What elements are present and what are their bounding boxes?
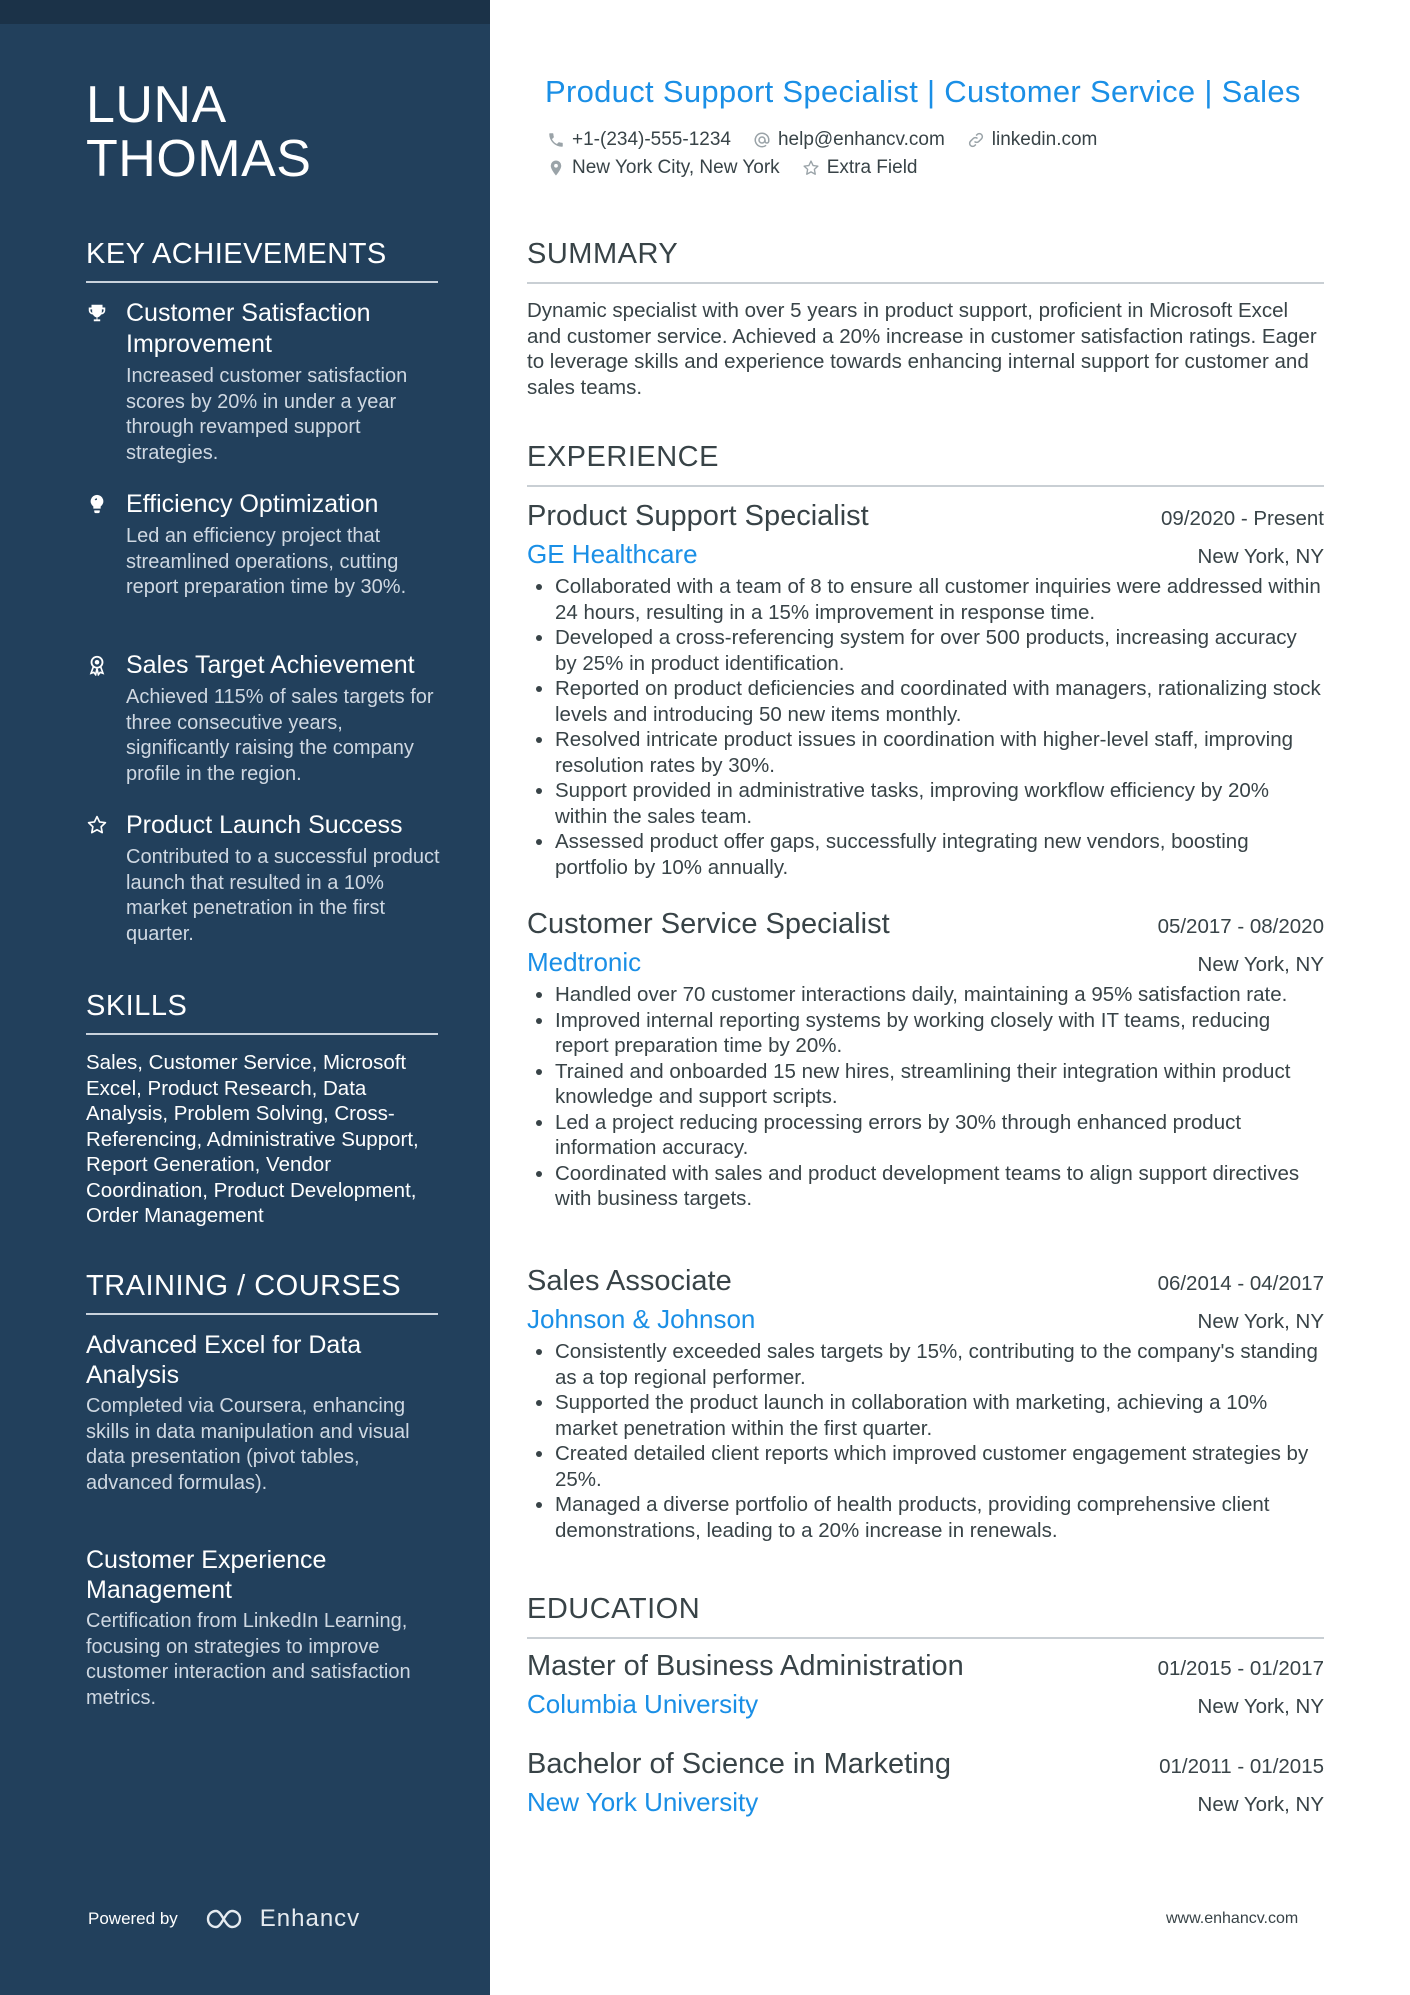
enhancv-logo[interactable] bbox=[204, 1905, 360, 1933]
job-company: Medtronic bbox=[527, 947, 642, 977]
location-contact bbox=[547, 157, 780, 179]
job-location: New York, NY bbox=[1197, 953, 1324, 976]
bullet-item: • Coordinated with sales and product development teams to align support directives with business targets. bbox=[555, 1161, 1324, 1212]
star-icon bbox=[86, 810, 126, 841]
extra-field bbox=[802, 157, 918, 179]
course-desc: Completed via Coursera, enhancing skills in data manipulation and visual data presentation (pivot tables, advanced formulas). bbox=[86, 1395, 410, 1494]
headline: Product Support Specialist | Customer Service | Sales bbox=[545, 74, 1301, 109]
education-dates: 01/2011 - 01/2015 bbox=[1159, 1755, 1324, 1778]
experience-heading: EXPERIENCE bbox=[527, 441, 1324, 487]
bullet-item: • Improved internal reporting systems by working closely with IT teams, reducing report preparation time by 20%. bbox=[555, 1008, 1324, 1059]
award-icon bbox=[86, 650, 126, 681]
phone-contact[interactable] bbox=[547, 129, 731, 151]
footer-url[interactable]: www.enhancv.com bbox=[1166, 1910, 1299, 1927]
bullet-item: • Handled over 70 customer interactions daily, maintaining a 95% satisfaction rate. bbox=[555, 982, 1324, 1008]
contact-row-2 bbox=[547, 157, 940, 179]
enhancv-logo-icon bbox=[204, 1906, 252, 1932]
job-role: Customer Service Specialist bbox=[527, 908, 890, 940]
phone-icon bbox=[547, 131, 565, 149]
job-company: Johnson & Johnson bbox=[527, 1304, 756, 1334]
sidebar bbox=[0, 0, 490, 1995]
degree-title: Bachelor of Science in Marketing bbox=[527, 1748, 951, 1780]
first-name: LUNA bbox=[86, 76, 227, 134]
achievement-title: Product Launch Success bbox=[126, 811, 403, 839]
bullet-item: • Reported on product deficiencies and coordinated with managers, rationalizing stock levels and introducing 50 new items monthly. bbox=[555, 676, 1324, 727]
job-dates: 06/2014 - 04/2017 bbox=[1157, 1272, 1324, 1295]
location-text: New York City, New York bbox=[572, 157, 780, 178]
email-text: help@enhancv.com bbox=[777, 129, 945, 150]
course-title: Customer Experience Management bbox=[86, 1546, 327, 1604]
bullet-item: • Created detailed client reports which improved customer engagement strategies by 25%. bbox=[555, 1441, 1324, 1492]
job-bullets bbox=[527, 1339, 1324, 1543]
education-entry bbox=[527, 1650, 1324, 1720]
school-location: New York, NY bbox=[1197, 1793, 1324, 1816]
summary-text: Dynamic specialist with over 5 years in product support, proficient in Microsoft Excel and customer service. Achieved a 20% increase in customer satisfaction ratings. Eager to leverage skills and experience towards enhancing internal support for customer and sales teams. bbox=[527, 299, 1317, 399]
achievement-item bbox=[86, 650, 446, 787]
job-bullets bbox=[527, 574, 1324, 880]
achievement-title: Customer Satisfaction Improvement bbox=[126, 299, 371, 358]
job-bullets bbox=[527, 982, 1324, 1212]
achievement-desc: Increased customer satisfaction scores by 20% in under a year through revamped support strategies. bbox=[126, 365, 408, 464]
education-entry bbox=[527, 1748, 1324, 1818]
job-dates: 05/2017 - 08/2020 bbox=[1157, 915, 1324, 938]
link-icon bbox=[967, 131, 985, 149]
achievement-desc: Led an efficiency project that streamlined operations, cutting report preparation time by 30%. bbox=[126, 525, 407, 598]
achievement-item bbox=[86, 489, 446, 601]
phone-text: +1-(234)-555-1234 bbox=[572, 129, 731, 150]
email-contact[interactable] bbox=[753, 129, 945, 151]
powered-by bbox=[88, 1905, 360, 1933]
course-item bbox=[86, 1330, 446, 1496]
powered-by-label: Powered by bbox=[88, 1909, 178, 1928]
achievement-title: Sales Target Achievement bbox=[126, 651, 415, 679]
trophy-icon bbox=[86, 298, 126, 329]
course-desc: Certification from LinkedIn Learning, focusing on strategies to improve customer interaction and satisfaction metrics. bbox=[86, 1610, 411, 1709]
bullet-item: • Trained and onboarded 15 new hires, streamlining their integration within product knowledge and support scripts. bbox=[555, 1059, 1324, 1110]
bullet-item: • Collaborated with a team of 8 to ensure all customer inquiries were addressed within 24 hours, resulting in a 15% improvement in response time. bbox=[555, 574, 1324, 625]
bullet-item: • Led a project reducing processing errors by 30% through enhanced product information accuracy. bbox=[555, 1110, 1324, 1161]
school-location: New York, NY bbox=[1197, 1695, 1324, 1718]
achievement-title: Efficiency Optimization bbox=[126, 490, 379, 518]
contact-row bbox=[547, 129, 1119, 151]
achievement-desc: Contributed to a successful product launch that resulted in a 10% market penetration in the first quarter. bbox=[126, 846, 440, 945]
school-name: New York University bbox=[527, 1787, 759, 1817]
education-heading: EDUCATION bbox=[527, 1593, 1324, 1639]
skills-heading: SKILLS bbox=[86, 990, 438, 1035]
course-item bbox=[86, 1545, 446, 1711]
job-dates: 09/2020 - Present bbox=[1161, 507, 1324, 530]
bullet-item: • Assessed product offer gaps, successfully integrating new vendors, boosting portfolio by 10% annually. bbox=[555, 829, 1324, 880]
website-text: linkedin.com bbox=[991, 129, 1098, 150]
bullet-item: • Resolved intricate product issues in coordination with higher-level staff, improving resolution rates by 30%. bbox=[555, 727, 1324, 778]
school-name: Columbia University bbox=[527, 1689, 759, 1719]
sidebar-top-bar bbox=[0, 0, 490, 24]
course-title: Advanced Excel for Data Analysis bbox=[86, 1331, 362, 1389]
lightbulb-icon bbox=[86, 489, 126, 520]
at-icon bbox=[753, 131, 771, 149]
job-role: Sales Associate bbox=[527, 1265, 732, 1297]
bullet-item: • Developed a cross-referencing system for over 500 products, increasing accuracy by 25% in product identification. bbox=[555, 625, 1324, 676]
skills-list: Sales, Customer Service, Microsoft Excel, Product Research, Data Analysis, Problem Solving, Cross-Referencing, Administrative Support, Report Generation, Vendor Coordination, Product Development, Order Management bbox=[86, 1051, 419, 1227]
star-outline-icon bbox=[802, 159, 820, 177]
achievement-item bbox=[86, 810, 446, 947]
last-name: THOMAS bbox=[86, 130, 312, 188]
job-entry bbox=[527, 500, 1324, 880]
extra-field-text: Extra Field bbox=[826, 157, 918, 178]
bullet-item: • Consistently exceeded sales targets by 15%, contributing to the company's standing as a top regional performer. bbox=[555, 1339, 1324, 1390]
summary-heading: SUMMARY bbox=[527, 238, 1324, 284]
achievement-desc: Achieved 115% of sales targets for three consecutive years, significantly raising the company profile in the region. bbox=[126, 686, 434, 785]
brand-name: Enhancv bbox=[259, 1905, 361, 1932]
bullet-item: • Supported the product launch in collaboration with marketing, achieving a 10% market penetration within the first quarter. bbox=[555, 1390, 1324, 1441]
candidate-name bbox=[86, 78, 466, 186]
education-dates: 01/2015 - 01/2017 bbox=[1157, 1657, 1324, 1680]
job-location: New York, NY bbox=[1197, 545, 1324, 568]
achievement-item bbox=[86, 298, 446, 466]
bullet-item: • Managed a diverse portfolio of health products, providing comprehensive client demonstrations, leading to a 20% increase in renewals. bbox=[555, 1492, 1324, 1543]
website-contact[interactable] bbox=[967, 129, 1098, 151]
degree-title: Master of Business Administration bbox=[527, 1650, 964, 1682]
job-location: New York, NY bbox=[1197, 1310, 1324, 1333]
location-pin-icon bbox=[547, 159, 565, 177]
achievements-heading: KEY ACHIEVEMENTS bbox=[86, 238, 438, 283]
job-entry bbox=[527, 1265, 1324, 1543]
bullet-item: • Support provided in administrative tasks, improving workflow efficiency by 20% within the sales team. bbox=[555, 778, 1324, 829]
job-role: Product Support Specialist bbox=[527, 500, 869, 532]
job-entry bbox=[527, 908, 1324, 1212]
job-company: GE Healthcare bbox=[527, 539, 698, 569]
courses-heading: TRAINING / COURSES bbox=[86, 1270, 438, 1315]
